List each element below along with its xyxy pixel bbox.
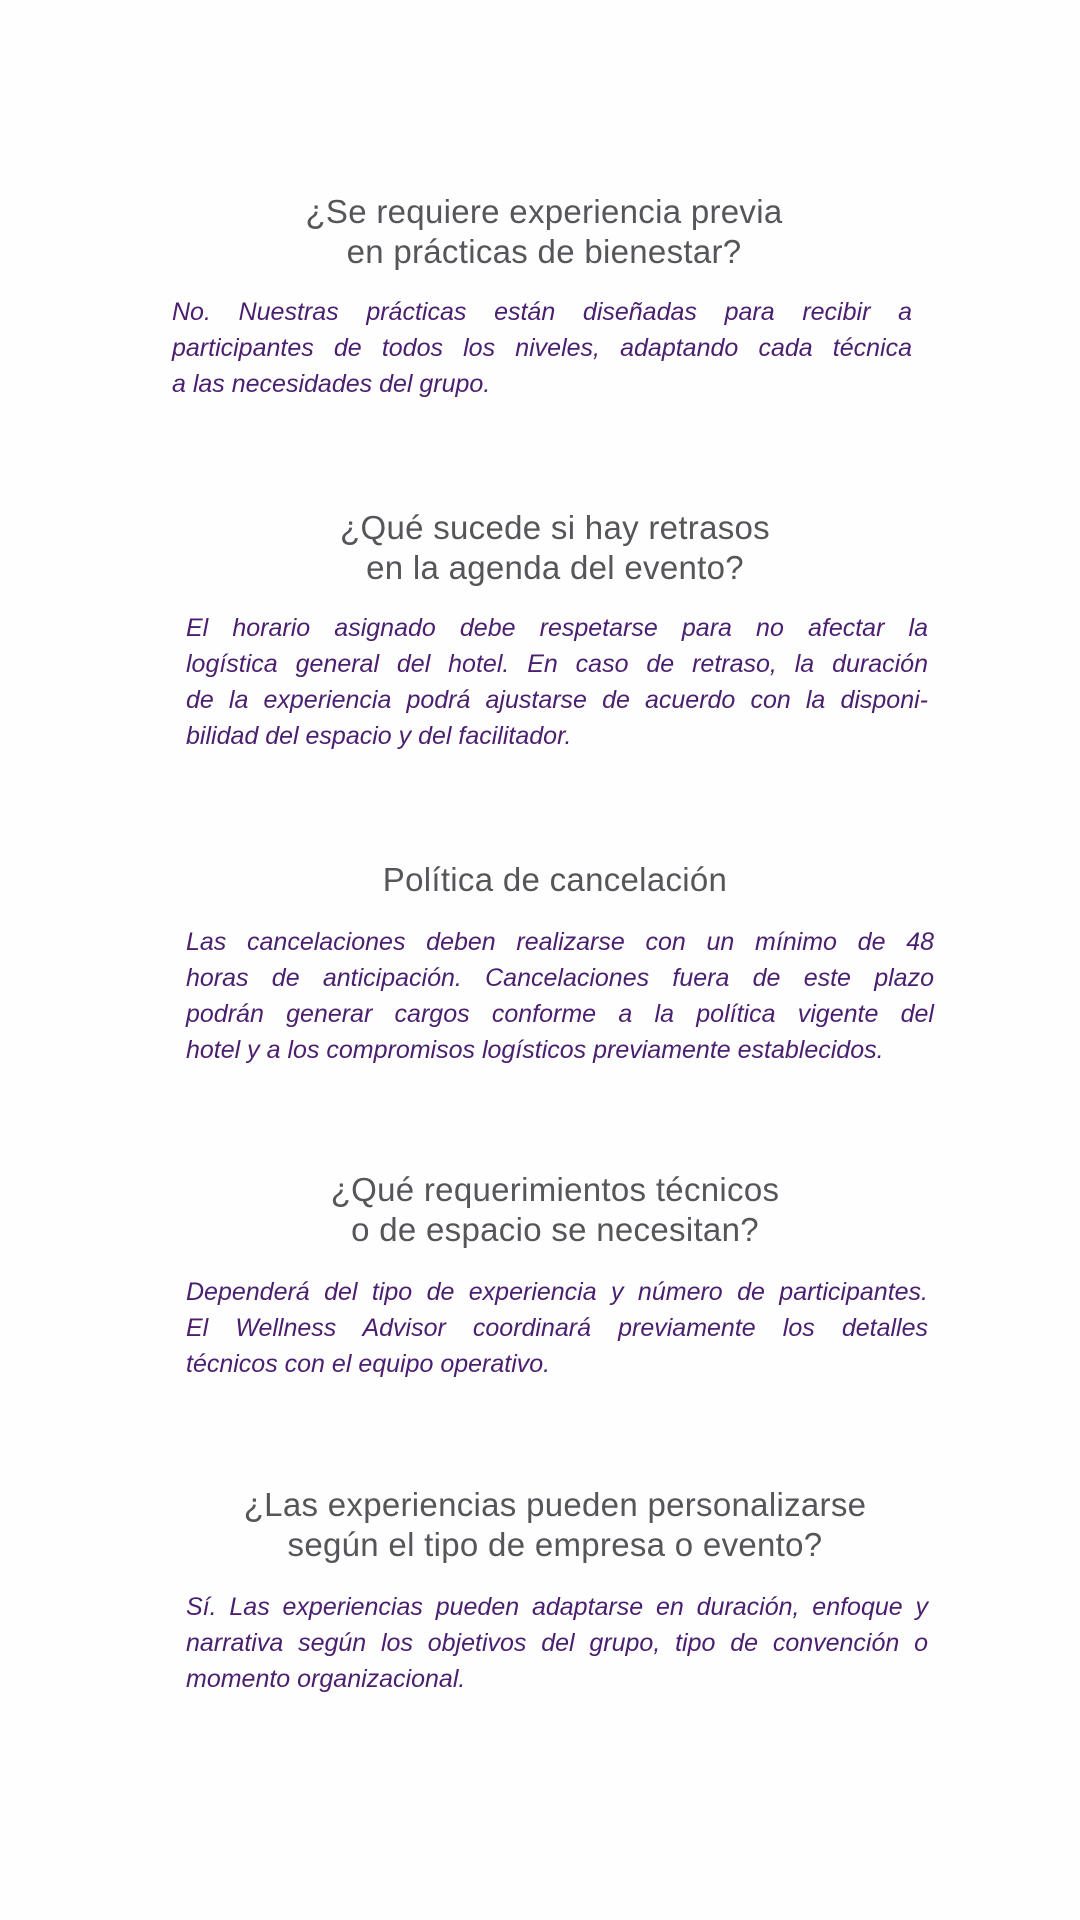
answer-line: hotel y a los compromisos logísticos previamente establecidos. bbox=[186, 1036, 884, 1064]
faq-answer bbox=[172, 294, 912, 402]
answer-line: Dependerá del tipo de experiencia y número de participantes. bbox=[186, 1278, 928, 1306]
answer-line: logística general del hotel. En caso de retraso, la duración bbox=[186, 650, 928, 678]
answer-line: horas de anticipación. Cancelaciones fuera de este plazo bbox=[186, 964, 934, 992]
answer-line: de la experiencia podrá ajustarse de acuerdo con la disponi- bbox=[186, 686, 928, 714]
answer-line: narrativa según los objetivos del grupo, tipo de convención o bbox=[186, 1629, 928, 1657]
answer-line: participantes de todos los niveles, adaptando cada técnica bbox=[172, 334, 912, 362]
faq-question bbox=[0, 508, 1080, 588]
faq-item-agenda-delays bbox=[0, 508, 1080, 750]
answer-line: Sí. Las experiencias pueden adaptarse en duración, enfoque y bbox=[186, 1593, 928, 1621]
answer-line: El horario asignado debe respetarse para no afectar la bbox=[186, 614, 928, 642]
question-line: Política de cancelación bbox=[382, 861, 728, 898]
faq-item-personalization bbox=[0, 1485, 1080, 1693]
question-line: ¿Se requiere experiencia previa bbox=[305, 193, 783, 230]
answer-line: técnicos con el equipo operativo. bbox=[186, 1350, 551, 1378]
answer-line: momento organizacional. bbox=[186, 1665, 466, 1693]
faq-item-technical-requirements bbox=[0, 1170, 1080, 1378]
question-line: ¿Las experiencias pueden personalizarse bbox=[243, 1486, 867, 1523]
faq-question bbox=[0, 1170, 1080, 1250]
answer-line: No. Nuestras prácticas están diseñadas para recibir a bbox=[172, 298, 912, 326]
faq-question bbox=[0, 860, 1080, 900]
question-line: o de espacio se necesitan? bbox=[351, 1211, 759, 1248]
faq-question bbox=[0, 1485, 1080, 1565]
faq-answer bbox=[186, 610, 928, 754]
answer-line: a las necesidades del grupo. bbox=[172, 370, 491, 398]
answer-line: bilidad del espacio y del facilitador. bbox=[186, 722, 572, 750]
answer-line: El Wellness Advisor coordinará previamente los detalles bbox=[186, 1314, 928, 1342]
faq-item-cancellation-policy bbox=[0, 860, 1080, 1064]
question-line: en prácticas de bienestar? bbox=[346, 233, 742, 270]
faq-answer bbox=[186, 1274, 928, 1382]
answer-line: Las cancelaciones deben realizarse con un mínimo de 48 bbox=[186, 928, 934, 956]
faq-answer bbox=[186, 924, 934, 1068]
answer-line: podrán generar cargos conforme a la política vigente del bbox=[186, 1000, 934, 1028]
faq-question bbox=[0, 192, 1080, 272]
question-line: según el tipo de empresa o evento? bbox=[287, 1526, 823, 1563]
question-line: ¿Qué sucede si hay retrasos bbox=[340, 509, 770, 546]
question-line: ¿Qué requerimientos técnicos bbox=[330, 1171, 780, 1208]
faq-item-prior-experience bbox=[0, 192, 1080, 398]
faq-answer bbox=[186, 1589, 928, 1697]
question-line: en la agenda del evento? bbox=[366, 549, 744, 586]
